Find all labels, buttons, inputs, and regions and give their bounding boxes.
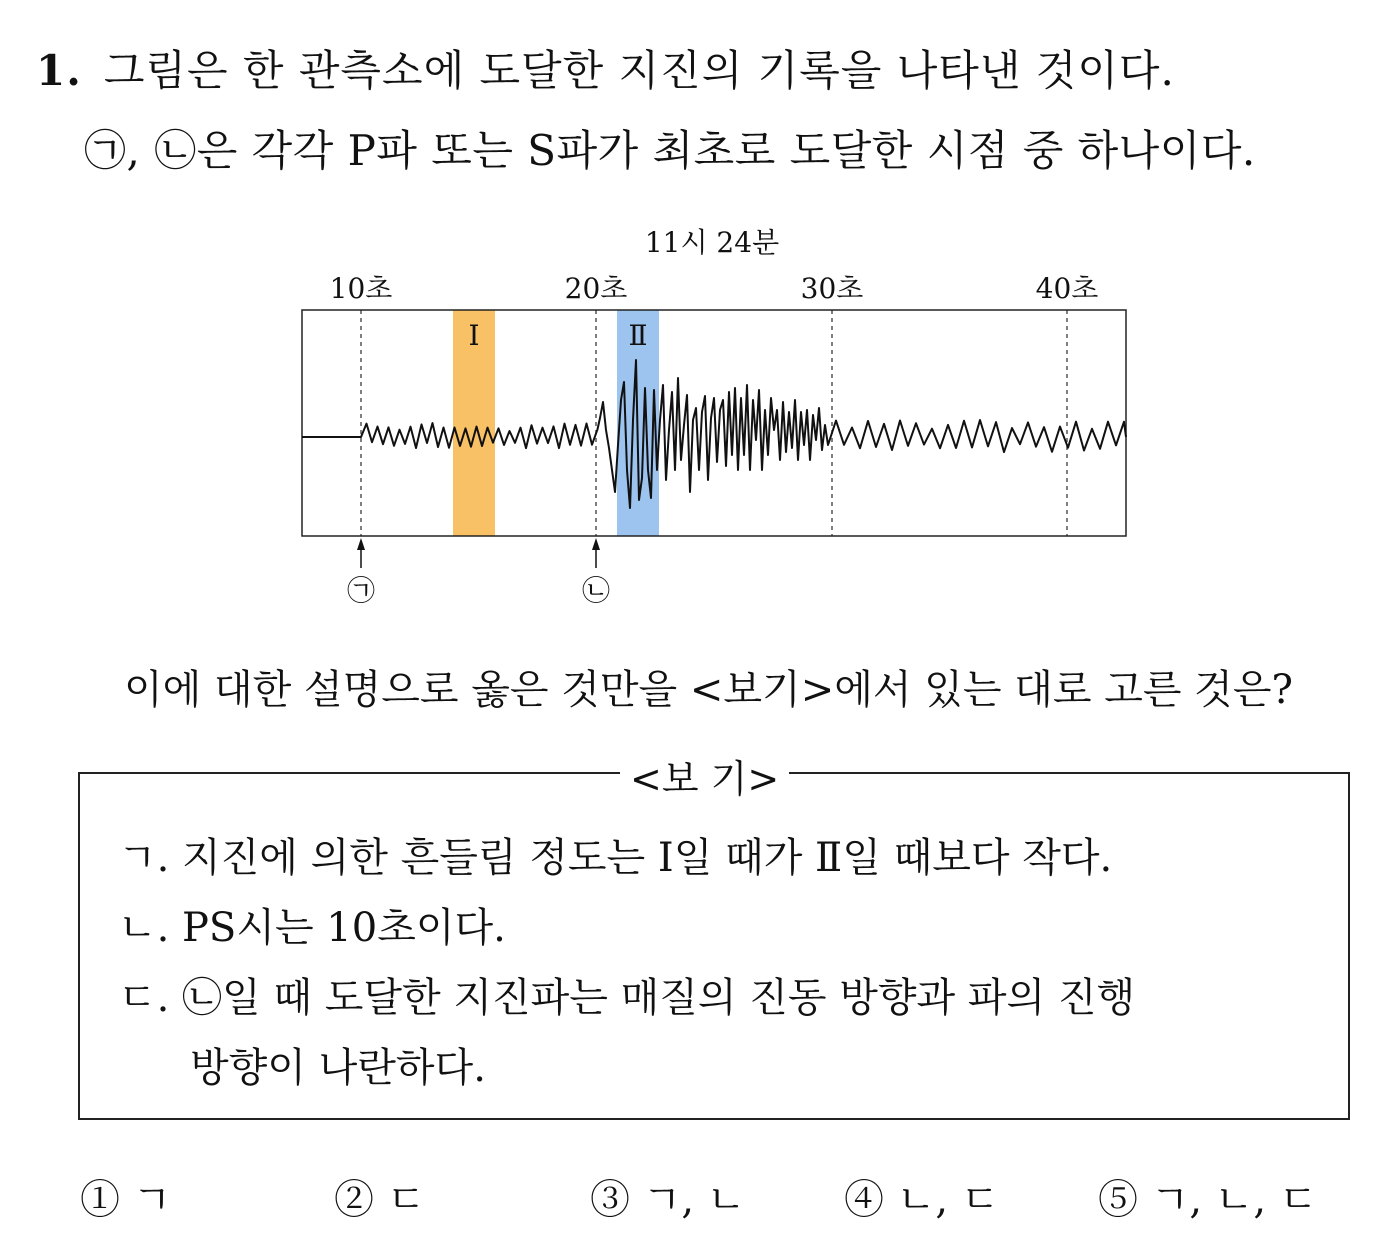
time-header: 11시 24분 [644,226,780,259]
marker-2-label: ㉡ [581,574,611,607]
marker-1-label: ㉠ [346,574,376,607]
tick-label-20s: 20초 [564,272,628,305]
bogi-title: <보 기> [620,748,789,803]
question-line-2: ㉠, ㉡은 각각 P파 또는 S파가 최초로 도달한 시점 중 하나이다. [84,126,1256,175]
marker-1-arrow-icon [357,538,365,550]
marker-2-arrow-icon [592,538,600,550]
bogi-item-3 [118,966,1135,1023]
choice-5[interactable]: ⑤ ㄱ, ㄴ, ㄷ [1098,1177,1318,1223]
choice-1[interactable]: ① ㄱ [80,1177,172,1223]
bogi-item-3-text: ㉡일 때 도달한 지진파는 매질의 진동 방향과 파의 진행 [182,975,1136,1021]
choice-4[interactable]: ④ ㄴ, ㄷ [844,1177,1000,1223]
tick-label-40s: 40초 [1035,272,1099,305]
bogi-item-1-mark: ㄱ. [118,835,170,881]
bogi-item-3-mark: ㄷ. [118,975,170,1021]
question-text-1: 그림은 한 관측소에 도달한 지진의 기록을 나타낸 것이다. [103,46,1175,95]
bogi-item-2-mark: ㄴ. [118,905,170,951]
band-2-label: Ⅱ [628,321,648,352]
bogi-item-1-text: 지진에 의한 흔들림 정도는 Ⅰ일 때가 Ⅱ일 때보다 작다. [182,835,1113,881]
choice-2[interactable]: ② ㄷ [334,1177,426,1223]
question-number: 1. [36,46,82,95]
bogi-item-3-continuation: 방향이 나란하다. [190,1045,486,1091]
seismogram-frame [302,310,1126,536]
bogi-item-2 [118,896,506,953]
choice-3[interactable]: ③ ㄱ, ㄴ [590,1177,746,1223]
question-prompt: 이에 대한 설명으로 옳은 것만을 <보기>에서 있는 대로 고른 것은? [124,667,1293,713]
bogi-item-2-text: PS시는 10초이다. [182,905,506,951]
bogi-item-1 [118,826,1112,883]
tick-label-30s: 30초 [800,272,864,305]
band-1-label: Ⅰ [468,321,480,352]
seismogram-trace [302,360,1126,508]
tick-label-10s: 10초 [329,272,393,305]
